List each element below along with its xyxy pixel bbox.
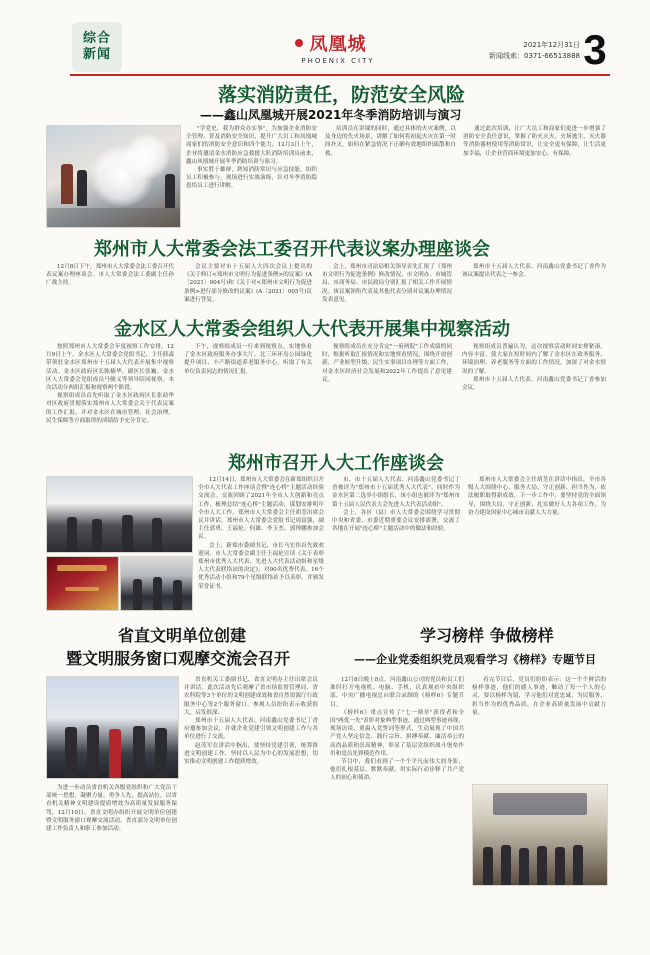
- article2-paragraph: 会上，郑州市司法局相关领导首先汇报了《郑州市文明行为促进条例》修改情况，市文明办、市城管局、市商务局、市民政局分别汇报了相关工作开展情况。该议案领衔代表及其他代表分别对议案办理情况发表意见。: [322, 264, 452, 303]
- article6-subtitle: ——企业党委组织党员观看学习《榜样》专题节目: [354, 653, 596, 666]
- article3-paragraph: 按照郑州市人大常委会年度视察工作安排，12月9日上午，金水区人大常委会党组书记、主任薛森带领驻金水区郑州市十五届人大代表开展集中视察活动。金水区政府区长陈楠华、副区长张巍、金水区人大常委会党组成员马骏义等领导陪同视察。本次活动分两组汇报和视察两个阶段。: [46, 344, 174, 392]
- article3-col2: [184, 343, 312, 441]
- news-hotline: 新闻线索：0371-66513888: [489, 52, 580, 60]
- article4-paragraph: 市、市十五届人大代表、河南鑫山党委书记丁香被评为"郑州市十五届优秀人大代表"。同时作为金水区第二选举小组组长，该小组也被评为"郑州市第十五届人民代表大会先进人大代表活动组"。: [332, 477, 460, 508]
- article4-paragraph: 12月14日，郑州市人大常委会在新郑组织召开全市人大代表工作座谈会暨"连心桥"主题活动经验交流会。交流回顾了2021年全市人大创新和亮点工作，梳理总结"连心桥"主题活动，谋划安排明年全市人大工作。郑州市人大常委会主任胡荃出席会议并讲话。郑州市人大常委会党组书记周富强，副主任郭勇、王福伦、何雄、李玉杰、郭钟鹏参加会议。: [198, 477, 324, 541]
- article1-paragraph: 事实胜于雄辩，熟知消防常识与应急技能，组织员工积极参与，现场进行实战演练，针对冬季消防隐患给员工进行讲解。: [186, 167, 317, 190]
- article4-photo-award-ceremony: [120, 556, 193, 611]
- article1-paragraph: 培训员在讲课的同时，通过具体的火灾案例，以及身边的失火场景，讲解了如何将初起火灾在第一时间扑灭，如何在紧急情况下正确有效地组织疏散和自救。: [325, 126, 456, 157]
- article2-title: 郑州市人大常委会法工委召开代表议案办理座谈会: [94, 239, 490, 260]
- article1-title: 落实消防责任，防范安全风险: [218, 84, 466, 106]
- article1-col3: [463, 125, 606, 227]
- article3-paragraph: 下午，视察组成员一行来到视察点，实地察看了金水区政府服务办事大厅、北三环环岛公园绿化提升项目、丰产路街道养老服务中心，听取了有关单位负责同志的情况汇报。: [184, 344, 312, 375]
- section-label: [72, 22, 122, 72]
- article1-photo-fire-drill: [46, 125, 181, 228]
- article3-title: 金水区人大常委会组织人大代表开展集中视察活动: [114, 319, 510, 340]
- article3-paragraph: 视察组成员普遍认为，这次视察活动时间安排紧凑、内容丰富，使大家在短时间内了解了金水区在政务服务、环境治理、养老服务等方面的工作情况，加深了对金水情况的了解。: [462, 344, 606, 375]
- article2-col2: [184, 263, 312, 305]
- article2-paragraph: 12月8日下午，郑州市人大常委会法工委召开代表议案办理座谈会。市人大常委会法工委副主任孙广战主持。: [46, 264, 174, 287]
- article3-col3: [322, 343, 452, 441]
- article5-col1: [46, 784, 177, 900]
- article1-col2: [325, 125, 456, 227]
- article5-paragraph: 郑州市十五届人大代表、河南鑫山党委书记丁香应邀参加会议，并就企业党建引领文明创建工作与各单位进行了交流。: [184, 718, 318, 741]
- article6-title: 学习榜样 争做榜样: [420, 626, 554, 645]
- article4-title: 郑州市召开人大工作座谈会: [228, 453, 444, 474]
- article2-paragraph: 会议主要对市十五届人大四次会议上提出的《关于修订<郑州市文明行为促进条例>的议案》(A〔2021〕004号)和《关于对<郑州市文明行为促进条例>进行部分修改的议案》(A〔2021〕005号)议案进行答复。: [184, 264, 312, 303]
- article6-col2: [472, 676, 606, 778]
- article2-paragraph: 郑州市十五届人大代表、河南鑫山党委书记丁香作为该议案提出代表之一参会。: [462, 264, 606, 279]
- article3-col1: [46, 343, 174, 441]
- article2-col4: [462, 263, 606, 305]
- logo-english: PHOENIX CITY: [301, 57, 375, 65]
- article6-photo-viewing-session: [472, 784, 608, 886]
- article5-title-line1: 省直文明单位创建: [118, 626, 247, 645]
- article6-col1: [330, 676, 464, 900]
- logo-chinese: 凤凰城: [309, 34, 367, 55]
- article3-col4: [462, 343, 606, 441]
- article1-paragraph: "学党史，我为群众办实事"。为加强企业消防安全管理，普及消防安全知识，提升广大员工和凤凰城商家们的消防安全意识和四个能力，12月3日上午，企业将邀请金水消防应急救援大队消防培训员前来，鑫山凤凰城开展冬季消防培训与演习。: [186, 126, 317, 165]
- section-label-line1: 综合: [82, 31, 111, 46]
- article4-photo-meeting-hall: [46, 476, 193, 553]
- article5-photo-visit: [46, 676, 179, 779]
- section-label-line2: 新闻: [82, 47, 111, 62]
- article6-paragraph: 《榜样6》重点宣传了"七一勋章"获得者和全国"两优一先"表彰对象典型事迹，通过典型事迹再现、现场访谈、重温入党誓词等形式，生动展现了中国共产党人坚定信念、践行宗旨、拼搏奉献、廉洁奉公的高尚品质和崇高精神，彰显了基层党组织战斗堡垒作用和党员先锋模范作用。: [330, 709, 464, 757]
- masthead-divider: [70, 74, 610, 76]
- article3-paragraph: 视察组成员首先听取了金水区政府区长张劼华对区政府贯彻落实郑州市人大常委会关于代表议案的工作汇报，并对金水区在城市管理、社会治理、民生保障等方面取得的成绩给予充分肯定。: [46, 393, 174, 424]
- article5-paragraph: 为进一步动员省直机关各级党组织和广大党员干部统一思想、凝聚力量、勇争人先，提高站位，以省直机关精神文明建设提质增效为高质量发展服务保驾，12月10日，省直文明办组织开展文明单位创建暨文明服务窗口观摩交流活动。省直部分文明单位创建工作负责人和职工参加活动。: [46, 785, 177, 833]
- article4-col2: [332, 476, 460, 610]
- article4-paragraph: 郑州市人大常委会主任胡荃在讲话中指出，全市各级人大围绕中心、服务大局，守正创新、担当作为，依法履职取得新成效。下一步工作中，要坚持党的全面领导，围绕大局，守正创新，扎实做好人大各项工作，为奋力建设国家中心城市贡献人大力量。: [468, 477, 606, 516]
- article4-col3: [468, 476, 606, 610]
- article5-title-line2: 暨文明服务窗口观摩交流会召开: [66, 649, 291, 668]
- newspaper-logo: [298, 34, 378, 70]
- page-number: 3: [583, 26, 607, 73]
- article1-subtitle: ——鑫山凤凰城开展2021年冬季消防培训与演习: [200, 108, 462, 122]
- phoenix-logo-icon: [295, 39, 303, 47]
- article3-paragraph: 郑州市十五届人大代表、河南鑫山党委书记丁香参加会议。: [462, 376, 606, 392]
- article2-col3: [322, 263, 452, 305]
- article6-paragraph: 看完节目后，党员们纷纷表示：这一个个鲜活的榜样事迹，他们的感人事迹，触动了每一个人的心灵，要以榜样为镜，学习他们对党忠诚、为民服务、担当作为的优秀品质，在企业高质量发展中贡献力量。: [472, 677, 606, 716]
- article4-paragraph: 会上，各区（县）市人大常委会围绕学习贯彻中央和省委、市委近期重要会议安排部署，交流了各地在开展"连心桥"主题活动中的做法和经验。: [332, 509, 460, 533]
- masthead-info: [470, 40, 580, 62]
- issue-date: 2021年12月31日: [523, 41, 580, 49]
- article2-col1: [46, 263, 174, 305]
- article1-paragraph: 通过此次培训，让广大员工和商家们更进一步增强了消防安全责任意识，掌握了防火灭火、火场逃生、灭火器等消防器材使用等消防常识，让安全更有保障，让生活更加幸福，让企业营商环境更加安心、有保障。: [463, 126, 606, 157]
- article3-paragraph: 视察组成员在充分肯定"一府两院"工作成绩的同时，根据听取汇报情况和实地察看情况，围绕开放创新、产业转型升级、民生实事项目办理等方面工作，对金水区经济社会发展和2022年工作提出了意见建议。: [322, 344, 452, 383]
- article1-col1: [186, 125, 317, 227]
- article5-paragraph: 赵茂军在讲话中指出，要坚持党建引领，统筹推进文明创建工作，坚持以人民为中心的发展思想，切实推动文明创建工作提质增效。: [184, 742, 318, 766]
- article4-col1: [198, 476, 324, 610]
- article4-paragraph: 会上，新郑市委副书记、市长马宏伟首先致欢迎词。市人大常委会副主任王福伦宣读《关于表彰郑州市优秀人大代表、先进人大代表活动组和星级人大代表联络站的决定》，对90名优秀代表、16个优秀活动小组和79个星级联络站予以表彰，并颁发荣誉证书。: [198, 542, 324, 590]
- article6-paragraph: 12月8日晚上8点，河南鑫山公司的党员和员工们准时打开电视机、电脑、手机，认真观看中央组织部、中央广播电视总台联合录制的《榜样6》专题节目。: [330, 677, 464, 708]
- article4-photo-certificate: [46, 556, 119, 611]
- article5-col2: [184, 676, 318, 900]
- article5-paragraph: 省直机关工委副书记、省直文明办主任出席会议并讲话。此次活动先后观摩了省市场监督管理局、省农科院等3个单位的文明创建成效和省自然资源厅行政服务中心等2个服务窗口，参观人员纷纷表示收获很大、启发很深。: [184, 677, 318, 716]
- article6-paragraph: 节目中，我们看到了一个个平凡而伟大的身影，他们扎根基层、默默奉献，用实际行动诠释了共产党人的初心和使命。: [330, 759, 464, 782]
